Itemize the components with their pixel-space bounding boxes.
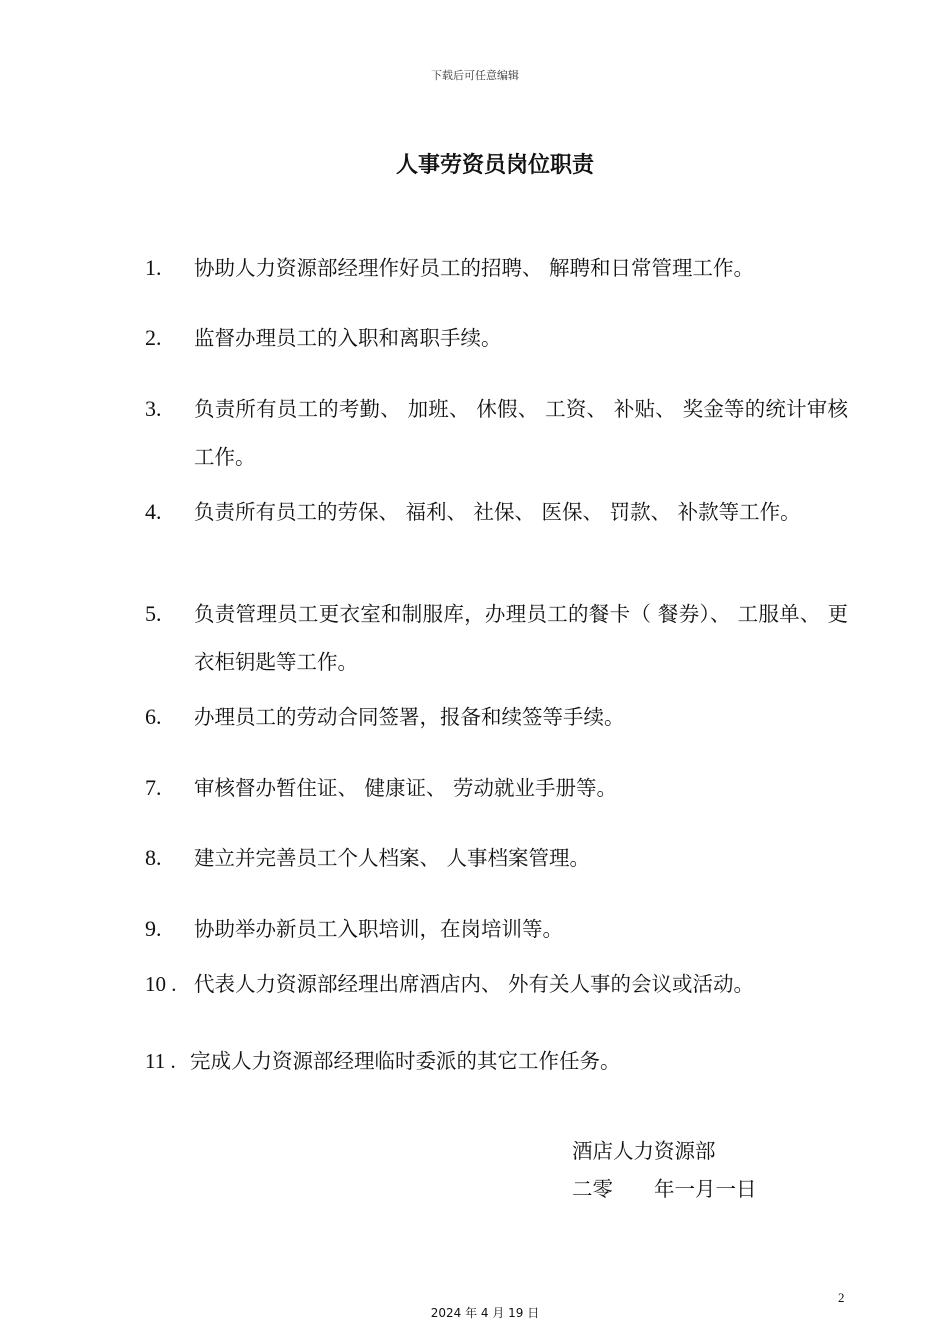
item-number: 9. [145,916,162,941]
item-text: 负责管理员工更衣室和制服库，办理员工的餐卡（ 餐券）、 工服单、 更衣柜钥匙等工作。 [194,602,848,674]
item-text: 办理员工的劳动合同签署，报备和续签等手续。 [194,705,625,729]
item-number: 7. [145,775,162,800]
item-number: 4. [145,499,162,524]
item-text: 审核督办暂住证、 健康证、 劳动就业手册等。 [194,776,618,800]
item-number: 6. [145,704,162,729]
item-number: 8. [145,845,162,870]
item-number: 3. [145,396,162,421]
item-text: 完成人力资源部经理临时委派的其它工作任务。 [190,1049,621,1073]
signature-department: 酒店人力资源部 [572,1139,716,1163]
item-text: 负责所有员工的劳保、 福利、 社保、 医保、 罚款、 补款等工作。 [194,500,801,524]
item-number: 2. [145,325,162,350]
item-text: 监督办理员工的入职和离职手续。 [194,326,502,350]
item-number: 11 . [145,1049,176,1073]
signature-date: 二零 年一月一日 [572,1177,757,1201]
document-title: 人事劳资员岗位职责 [395,153,594,178]
footer-date: 2024 年 4 月 19 日 [430,1306,540,1320]
item-number: 10 . [145,972,177,996]
item-text: 负责所有员工的考勤、 加班、 休假、 工资、 补贴、 奖金等的统计审核工作。 [194,397,848,469]
item-number: 1. [145,255,162,280]
item-text: 协助举办新员工入职培训，在岗培训等。 [194,917,563,941]
item-number: 5. [145,601,162,626]
item-text: 建立并完善员工个人档案、 人事档案管理。 [194,846,591,870]
header-note: 下载后可任意编辑 [431,69,519,82]
item-text: 协助人力资源部经理作好员工的招聘、 解聘和日常管理工作。 [194,256,755,280]
item-text: 代表人力资源部经理出席酒店内、 外有关人事的会议或活动。 [194,972,755,996]
page-number: 2 [838,1290,845,1305]
